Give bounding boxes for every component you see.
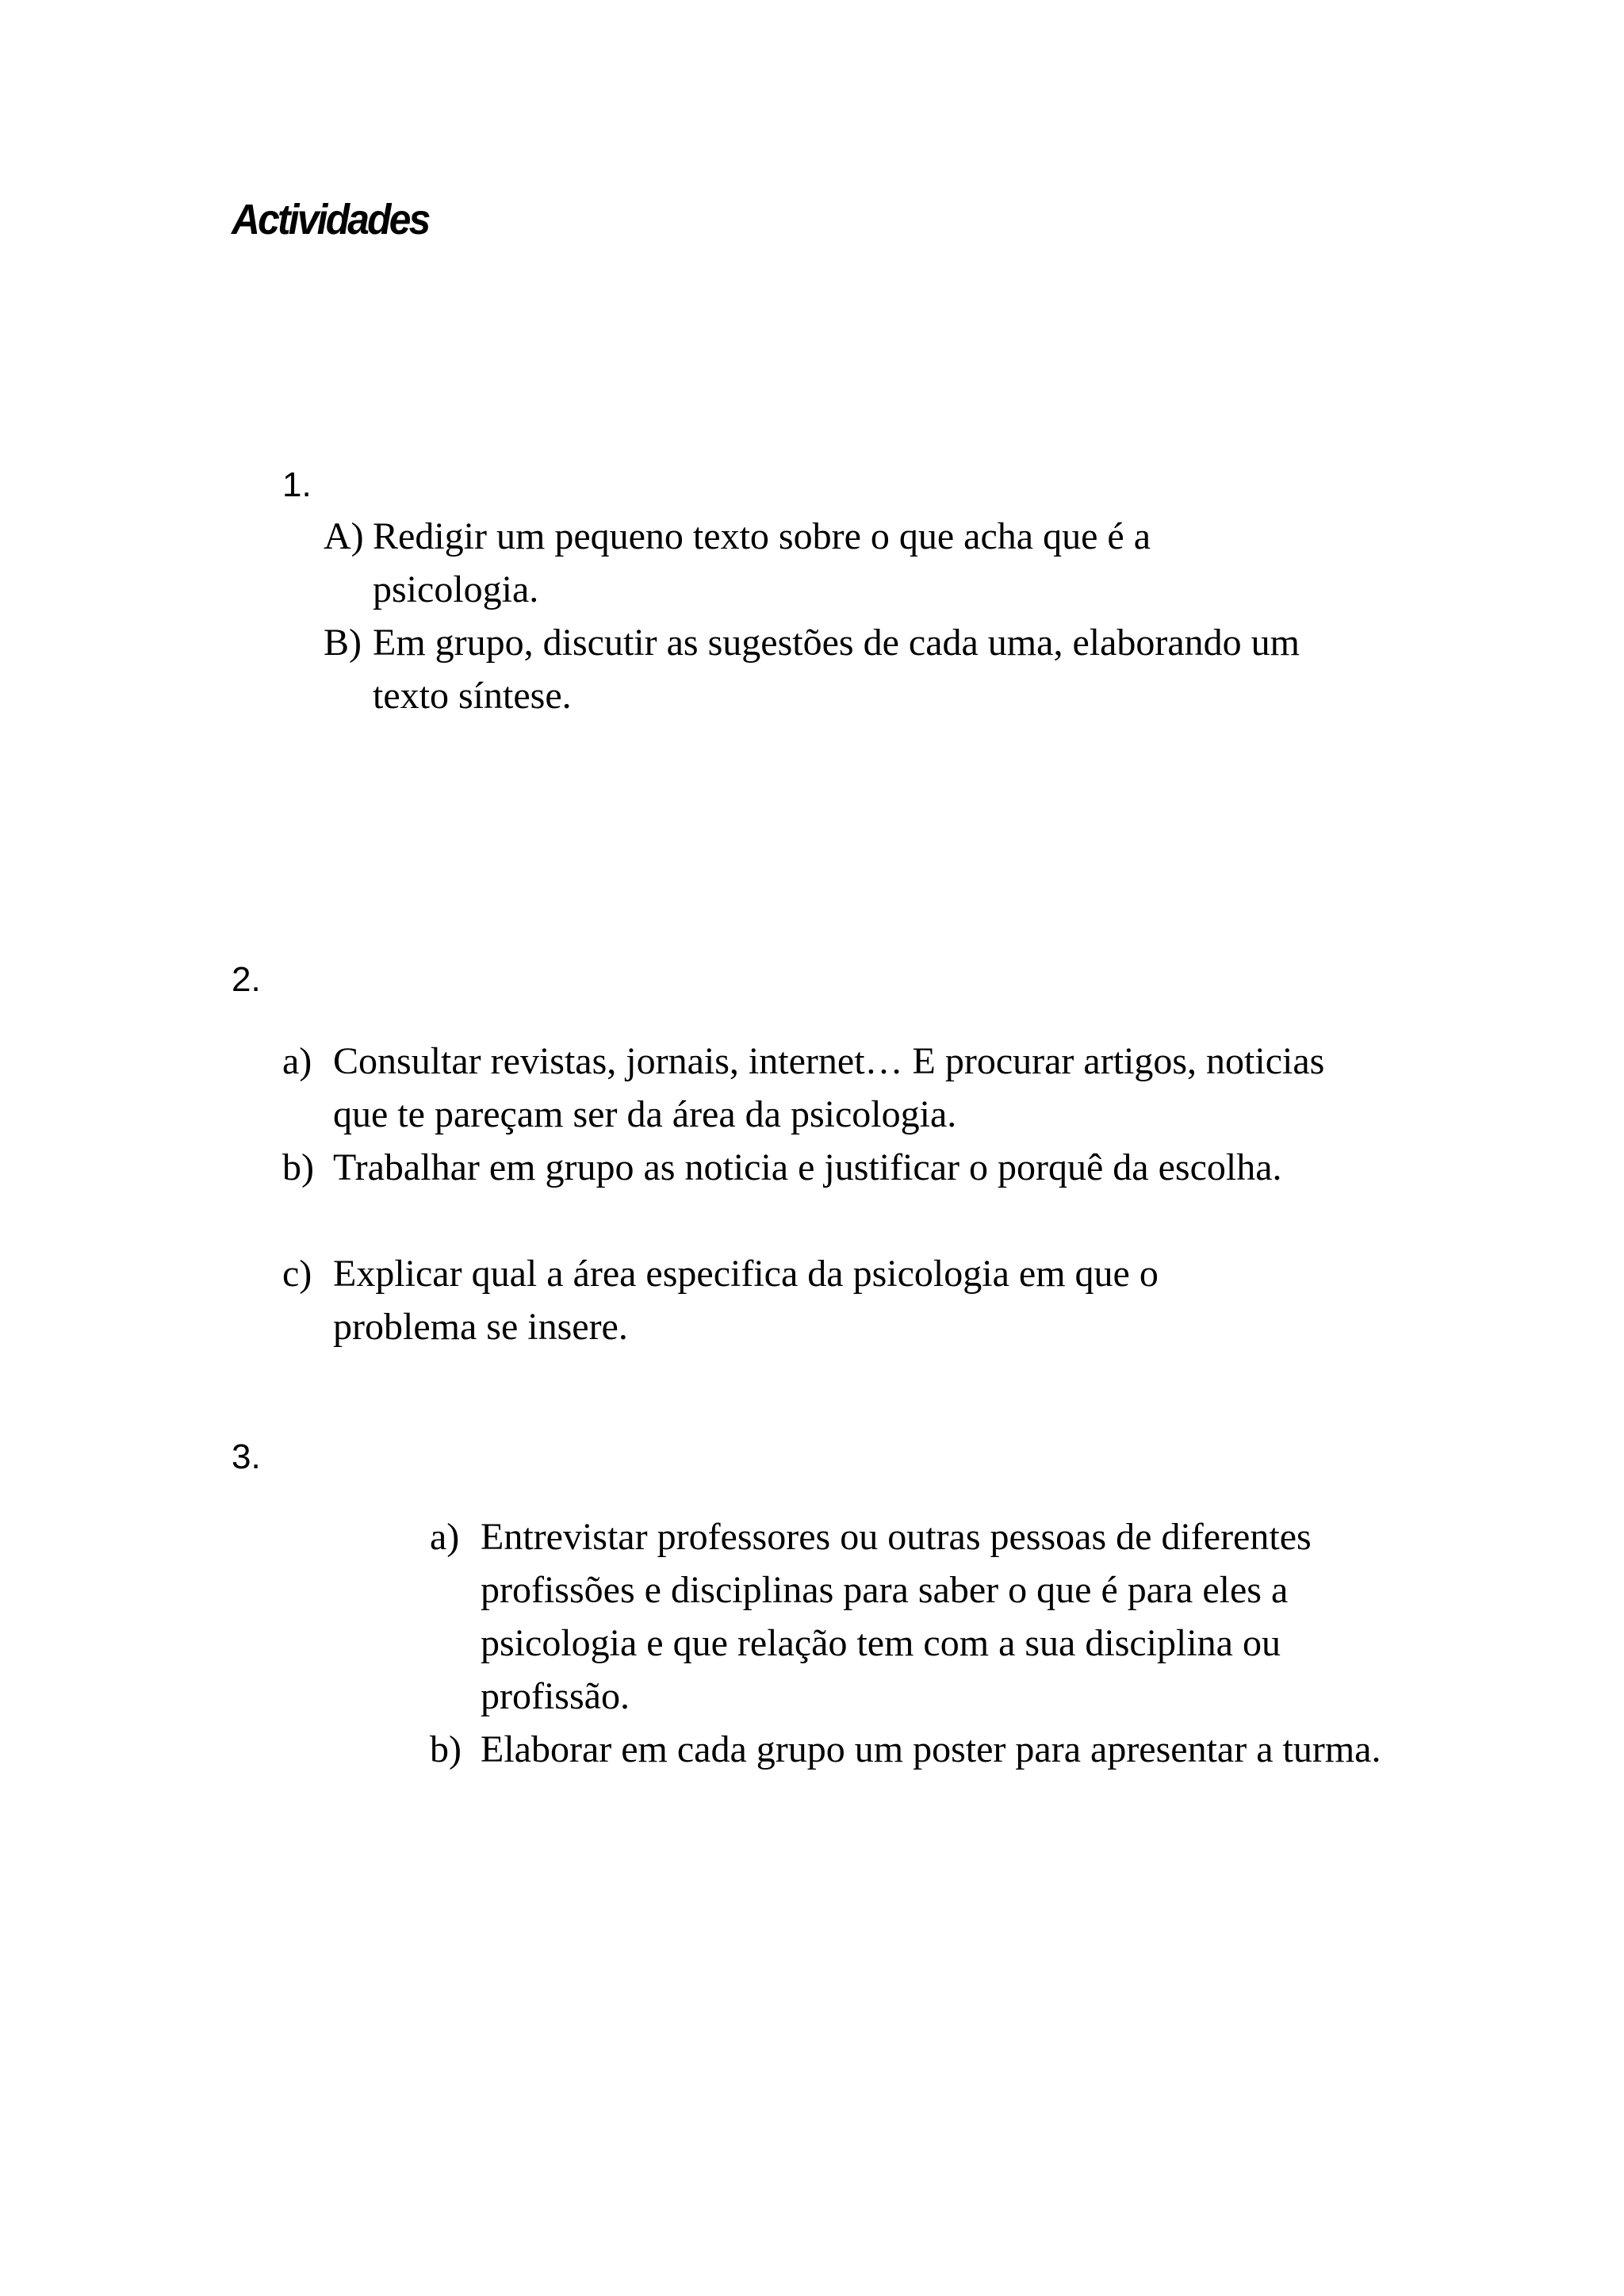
page-title: Actividades — [232, 196, 429, 243]
list-item-marker: b) — [430, 1728, 462, 1770]
list-item — [324, 616, 1434, 722]
list-item-marker: a) — [430, 1516, 460, 1558]
list-item-marker: a) — [282, 1040, 312, 1082]
list-item-marker: B) — [324, 622, 362, 664]
list-item — [430, 1510, 1461, 1723]
list-item-text: Explicar qual a área especifica da psicologia em que o problema se insere. — [333, 1253, 1159, 1348]
list-item — [282, 1141, 1432, 1194]
list-item — [282, 1035, 1432, 1141]
list-item-marker: A) — [324, 515, 364, 557]
list-item — [282, 1247, 1432, 1353]
section-number-3: 3. — [232, 1437, 261, 1476]
section-number-1: 1. — [282, 465, 312, 504]
list-item-marker: b) — [282, 1146, 314, 1188]
list-item — [430, 1723, 1461, 1776]
section-number-2: 2. — [232, 960, 261, 999]
list-item-text: Entrevistar professores ou outras pessoas de diferentes profissões e disciplinas para saber o que é para eles a psicologia e que relação tem com a sua disciplina ou profissão. — [481, 1516, 1312, 1717]
list-item-marker: c) — [282, 1253, 312, 1295]
list-item-text: Elaborar em cada grupo um poster para apresentar a turma. — [481, 1728, 1381, 1770]
list-item — [324, 510, 1434, 616]
list-item-text: Consultar revistas, jornais, internet… E procurar artigos, noticias que te pareçam ser da área da psicologia. — [333, 1040, 1325, 1135]
list-item-text: Redigir um pequeno texto sobre o que acha que é a psicologia. — [373, 515, 1151, 610]
list-item-text: Em grupo, discutir as sugestões de cada uma, elaborando um texto síntese. — [373, 622, 1300, 717]
list-item-text: Trabalhar em grupo as noticia e justificar o porquê da escolha. — [333, 1146, 1282, 1188]
